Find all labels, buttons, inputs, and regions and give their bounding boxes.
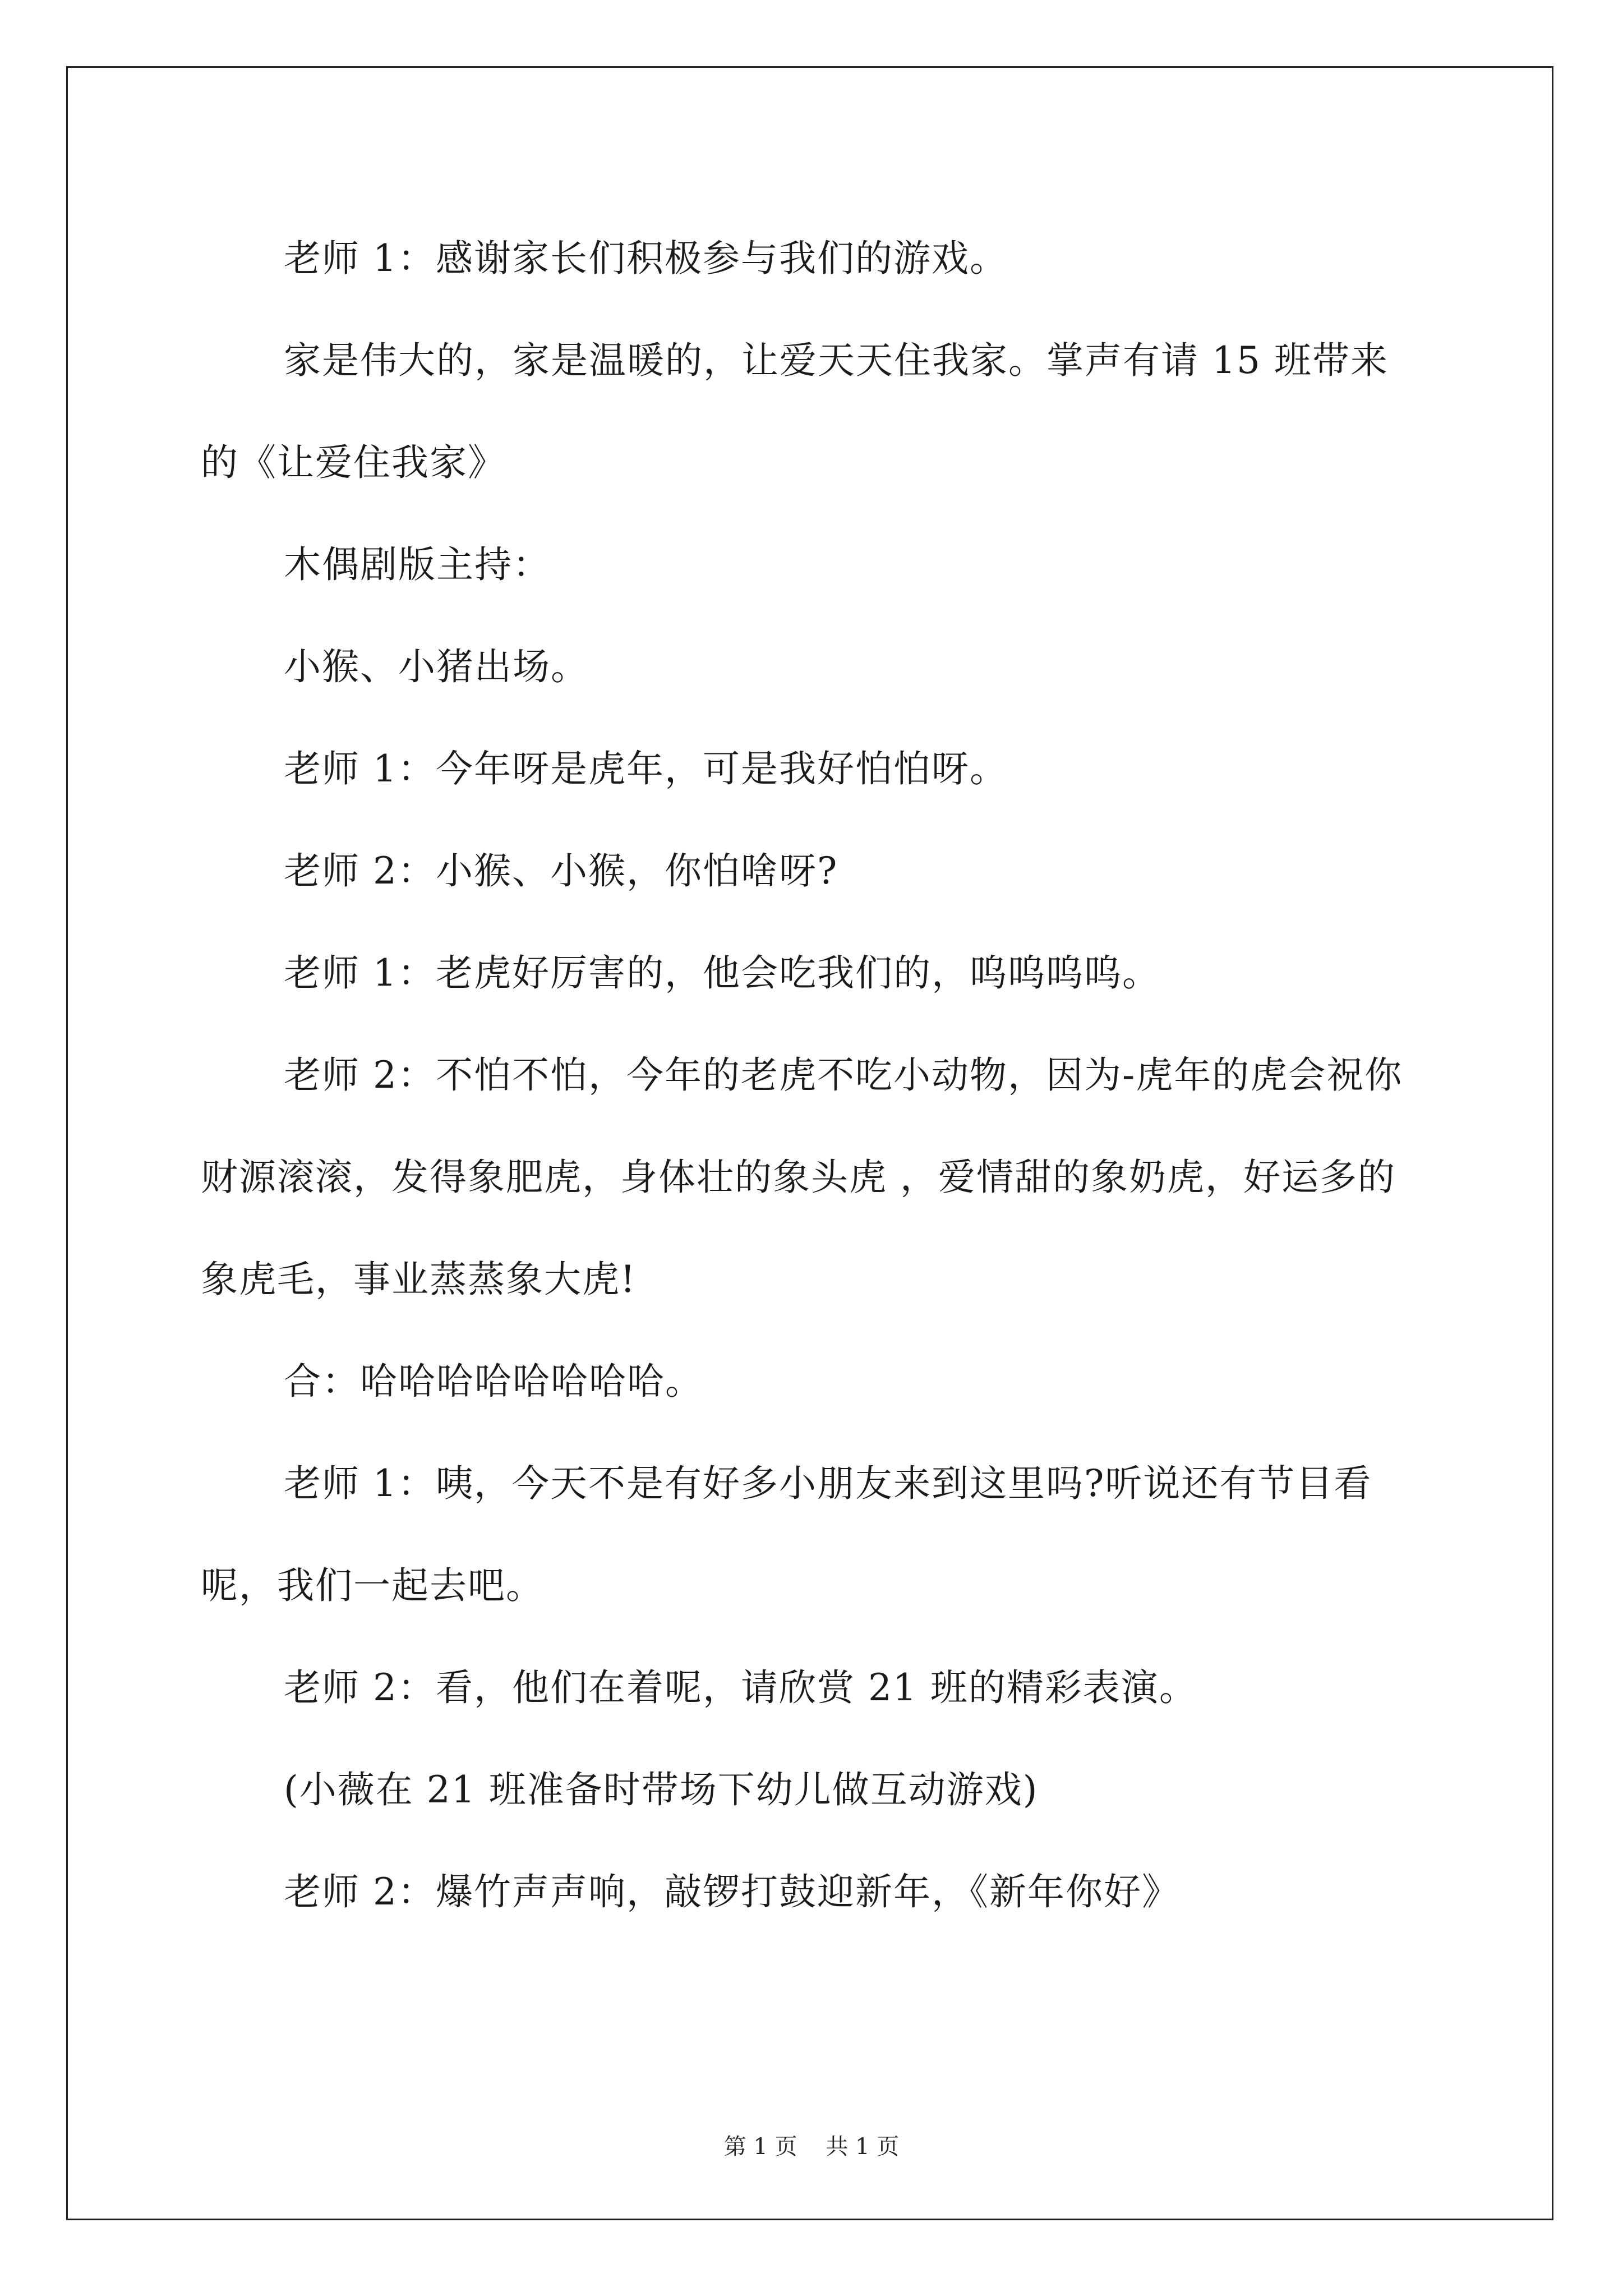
paragraph: 老师 2：小猴、小猴，你怕啥呀? bbox=[284, 849, 838, 892]
paragraph: 老师 1：感谢家长们积极参与我们的游戏。 bbox=[284, 237, 1008, 280]
paragraph: 小猴、小猪出场。 bbox=[284, 645, 589, 688]
paragraph: 老师 1：老虎好厉害的，他会吃我们的，呜呜呜呜。 bbox=[284, 951, 1160, 995]
paragraph: (小薇在 21 班准备时带场下幼儿做互动游戏) bbox=[284, 1768, 1039, 1811]
paragraph: 老师 2：不怕不怕，今年的老虎不吃小动物，因为-虎年的虎会祝你财源滚滚，发得象肥虎，身体壮的象头虎 ，爱情甜的象奶虎，好运多的象虎毛，事业蒸蒸象大虎! bbox=[201, 1053, 1403, 1301]
paragraph: 老师 2：爆竹声声响，敲锣打鼓迎新年，《新年你好》 bbox=[284, 1870, 1180, 1913]
paragraph: 家是伟大的，家是温暖的，让爱天天住我家。掌声有请 15 班带来的《让爱住我家》 bbox=[201, 339, 1389, 484]
document-body bbox=[201, 208, 1426, 1943]
page-footer: 第 1 页 共 1 页 bbox=[723, 2134, 900, 2160]
paragraph: 老师 1：咦，今天不是有好多小朋友来到这里吗?听说还有节目看呢，我们一起去吧。 bbox=[201, 1462, 1372, 1607]
paragraph: 木偶剧版主持： bbox=[284, 543, 551, 586]
paragraph: 合：哈哈哈哈哈哈哈哈。 bbox=[284, 1360, 703, 1403]
paragraph: 老师 2：看，他们在着呢，请欣赏 21 班的精彩表演。 bbox=[284, 1666, 1197, 1709]
paragraph: 老师 1：今年呀是虎年，可是我好怕怕呀。 bbox=[284, 747, 1008, 790]
